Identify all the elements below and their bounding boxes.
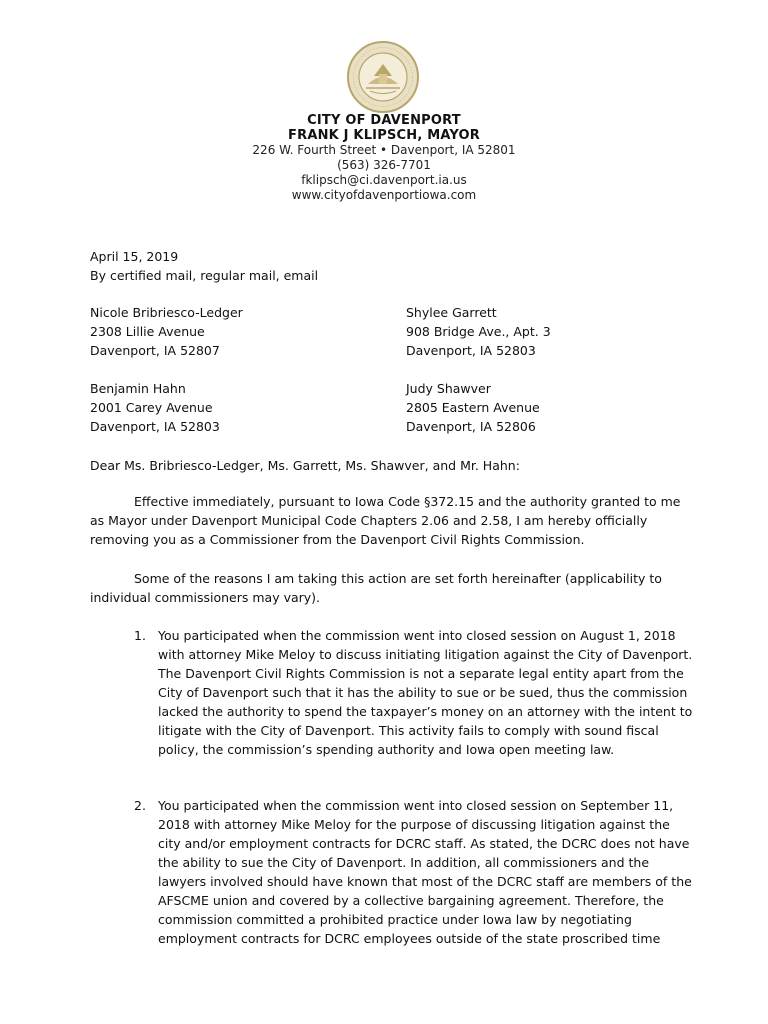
recipient-street: 2308 Lillie Avenue (90, 324, 205, 339)
letterhead-address: 226 W. Fourth Street • Davenport, IA 52801 (252, 143, 516, 157)
reason-number: 2. (134, 798, 146, 813)
recipient-city: Davenport, IA 52807 (90, 343, 220, 358)
recipient-street: 908 Bridge Ave., Apt. 3 (406, 324, 551, 339)
recipient-name: Shylee Garrett (406, 305, 497, 320)
date-block (90, 247, 690, 285)
recipient-street: 2001 Carey Avenue (90, 400, 213, 415)
mayor-name: FRANK J KLIPSCH, MAYOR (288, 128, 480, 143)
paragraph-text: Effective immediately, pursuant to Iowa Code §372.15 and the authority granted to me as Mayor under Davenport Municipal Code Chapters 2.06 and 2.58, I am hereby officially removing you as a Commissioner from the Davenport Civil Rights Commission. (90, 494, 681, 547)
reason-text: You participated when the commission went into closed session on August 1, 2018 with attorney Mike Meloy to discuss initiating litigation against the City of Davenport. The Davenport Civil Rights Commission is not a separate legal entity apart from the City of Davenport such that it has the ability to sue or be sued, thus the commission lacked the authority to spend the taxpayer’s money on an attorney with the intent to litigate with the City of Davenport. This activity fails to comply with sound fiscal policy, the commission’s spending authority and Iowa open meeting law. (158, 628, 693, 757)
recipient-address (90, 379, 220, 436)
letterhead-phone: (563) 326-7701 (337, 158, 431, 172)
city-name: CITY OF DAVENPORT (307, 113, 461, 128)
recipient-street: 2805 Eastern Avenue (406, 400, 540, 415)
paragraph-text: Some of the reasons I am taking this action are set forth hereinafter (applicability to individual commissioners may vary). (90, 571, 662, 605)
city-seal (346, 40, 420, 114)
letterhead-website: www.cityofdavenportiowa.com (291, 188, 477, 202)
recipient-address (406, 379, 540, 436)
delivery-method: By certified mail, regular mail, email (90, 268, 319, 283)
recipient-city: Davenport, IA 52806 (406, 419, 536, 434)
letter-date: April 15, 2019 (90, 249, 179, 264)
recipient-address (90, 303, 243, 360)
letterhead-email: fklipsch@ci.davenport.ia.us (301, 173, 467, 187)
salutation: Dear Ms. Bribriesco-Ledger, Ms. Garrett, Ms. Shawver, and Mr. Hahn: (90, 458, 520, 473)
reason-list-item (134, 626, 694, 759)
reason-number: 1. (134, 628, 146, 643)
letterhead (0, 113, 768, 203)
city-seal-icon (346, 40, 420, 114)
recipient-name: Judy Shawver (406, 381, 491, 396)
recipient-city: Davenport, IA 52803 (406, 343, 536, 358)
reason-text: You participated when the commission went into closed session on September 11, 2018 with attorney Mike Meloy for the purpose of discussing litigation against the city and/or employment contracts for DCRC staff. As stated, the DCRC does not have the ability to sue the City of Davenport. In addition, all commissioners and the lawyers involved should have known that most of the DCRC staff are members of the AFSCME union and covered by a collective bargaining agreement. Therefore, the commission committed a prohibited practice under Iowa law by negotiating employment contracts for DCRC employees outside of the state proscribed time (158, 798, 692, 946)
recipient-name: Nicole Bribriesco-Ledger (90, 305, 243, 320)
recipient-name: Benjamin Hahn (90, 381, 186, 396)
reason-list-item (134, 796, 694, 948)
recipient-city: Davenport, IA 52803 (90, 419, 220, 434)
recipient-address (406, 303, 551, 360)
body-paragraph (90, 569, 690, 607)
body-paragraph (90, 492, 690, 549)
